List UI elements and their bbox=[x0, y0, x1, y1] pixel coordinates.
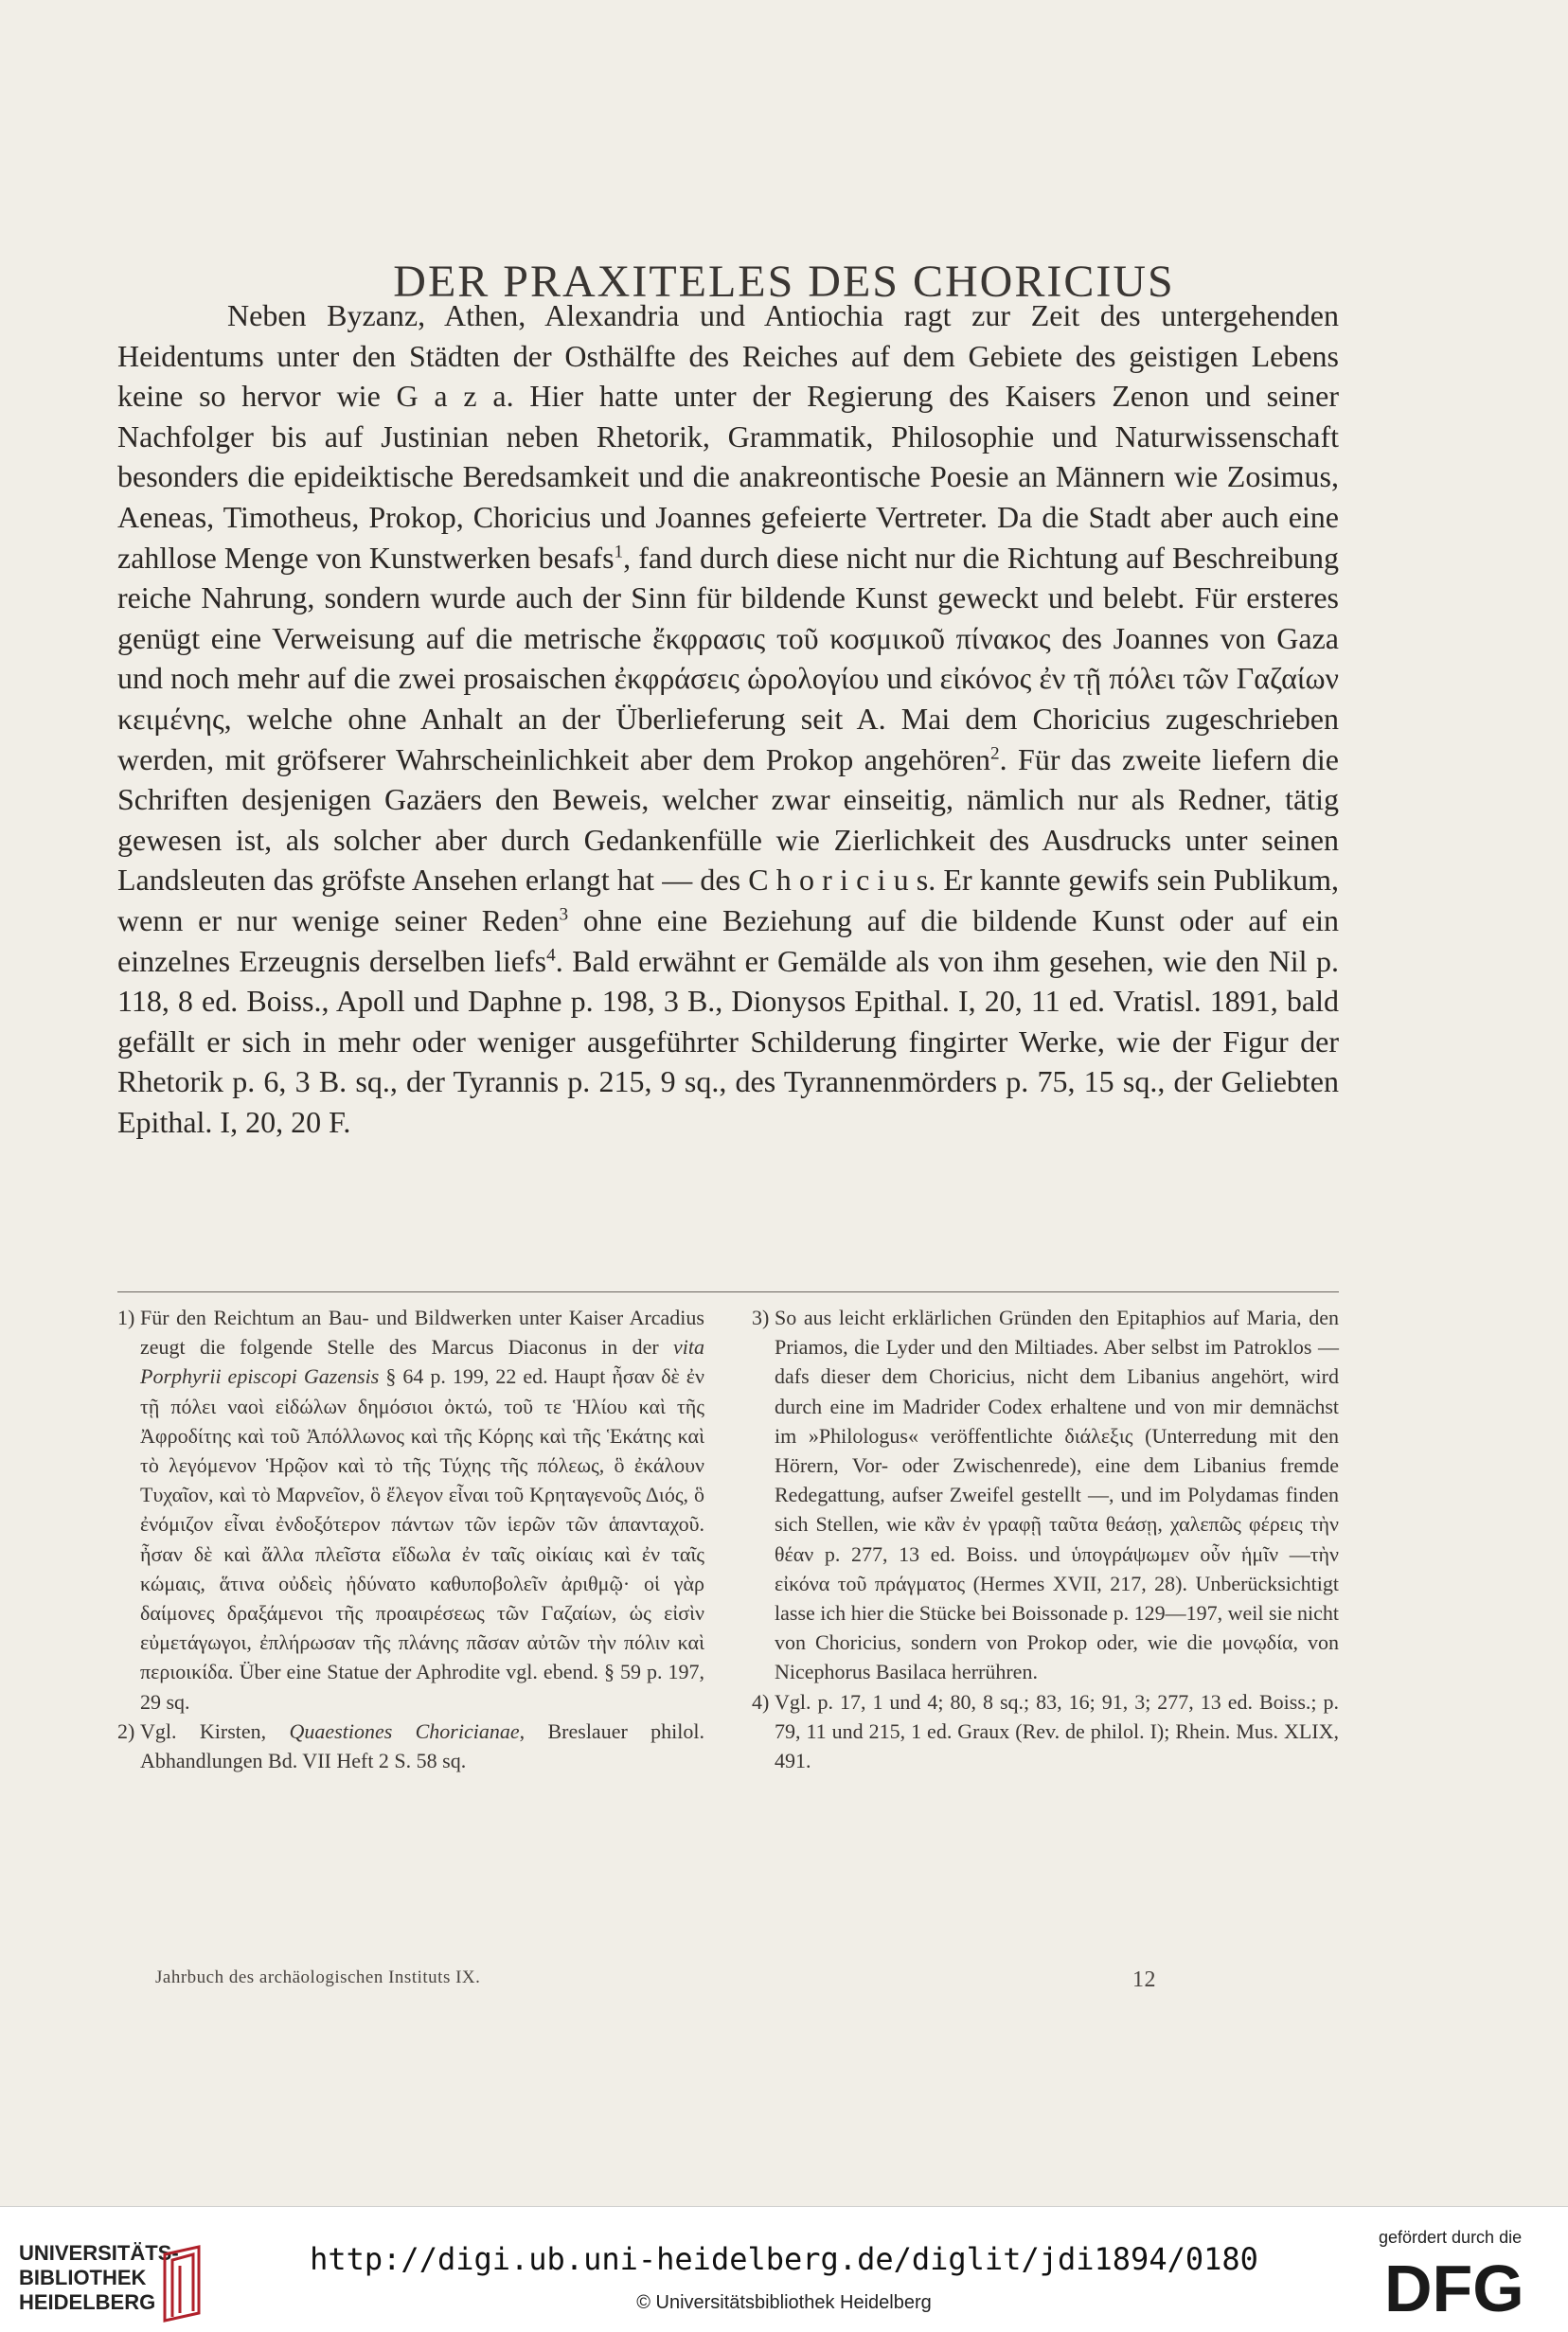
library-name-line: UNIVERSITÄTS- bbox=[19, 2241, 179, 2265]
footnote-mark: 1) bbox=[117, 1306, 135, 1329]
footnote-1 bbox=[117, 1303, 704, 1717]
footnote-4 bbox=[752, 1687, 1339, 1776]
footnotes-left-column bbox=[117, 1303, 704, 1775]
footnote-mark: 4) bbox=[752, 1689, 770, 1714]
running-foot-signature: 12 bbox=[1132, 1967, 1156, 1992]
footnote-divider bbox=[117, 1291, 1339, 1292]
footnote-text: Vgl. p. 17, 1 und 4; 80, 8 sq.; 83, 16; 91, 3; 277, 13 ed. Boiss.; p. 79, 11 und 215, 1 ed. Graux (Rev. de philol. I); Rhein. Mus. XLIX, 491. bbox=[775, 1689, 1339, 1773]
article-title: DER PRAXITELES DES CHORICIUS bbox=[393, 257, 1175, 308]
footnote-text: Vgl. Kirsten, Quaestiones Choricianae, Breslauer philol. Abhandlungen Bd. VII Heft 2 S. 58 sq. bbox=[140, 1718, 704, 1773]
library-name-line: HEIDELBERG bbox=[19, 2290, 156, 2314]
footnotes-right-column bbox=[752, 1303, 1339, 1775]
footnote-text: So aus leicht erklärlichen Gründen den Epitaphios auf Maria, den Priamos, die Lyder und den Miltiades. Aber selbst im Patroklos — dafs dieser dem Choricius, nicht dem Libanius angehört, wird durch eine im Madrider Codex erhaltene und von mir demnächst im »Philologus« veröffentlichte διάλεξις (Unterredung mit den Hörern, Vor- oder Zwischenrede), eine dem Libanius fremde Redegattung, aufser Zweifel gestellt —, und im Polydamas finden sich Stellen, wie κἂν ἐν γραφῇ ταῦτα θεάσῃ, χαλεπῶς φέρεις τὴν θέαν p. 277, 13 ed. Boiss. und ὑπογράψωμεν οὖν ἡμῖν —τὴν εἰκόνα τοῦ πράγματος (Hermes XVII, 217, 28). Unberücksichtigt lasse ich hier die Stücke bei Boissonade p. 129—197, weil sie nicht von Choricius, sondern von Prokop oder, wie die μονῳδία, von Nicephorus Basilaca herrühren. bbox=[775, 1306, 1339, 1684]
library-name-line: BIBLIOTHEK bbox=[19, 2266, 147, 2289]
digitization-footer bbox=[0, 2206, 1568, 2332]
running-foot-journal: Jahrbuch des archäologischen Instituts IX. bbox=[155, 1967, 481, 1987]
permalink-url[interactable]: http://digi.ub.uni-heidelberg.de/diglit/jdi1894/0180 bbox=[310, 2241, 1258, 2277]
footnote-mark: 2) bbox=[117, 1718, 135, 1743]
dfg-logo-icon bbox=[1382, 2256, 1543, 2317]
funding-caption: gefördert durch die bbox=[1379, 2228, 1523, 2247]
dfg-logo-text: DFG bbox=[1384, 2256, 1524, 2317]
footnote-text: Für den Reichtum an Bau- und Bildwerken unter Kaiser Arcadius zeugt die folgende Stelle des Marcus Diaconus in der vita Porphyrii episcopi Gazensis § 64 p. 199, 22 ed. Haupt ἦσαν δὲ ἐν τῇ πόλει ναοὶ εἰδώλων δημόσιοι ὀκτώ, τοῦ τε Ἡλίου καὶ τῆς Ἀφροδίτης καὶ τοῦ Ἀπόλλωνος καὶ τῆς Κόρης καὶ τῆς Ἑκάτης καὶ τὸ λεγόμενον Ἡρῷον καὶ τὸ τῆς Τύχης τῆς πόλεως, ὃ ἐκάλουν Τυχαῖον, καὶ τὸ Μαρνεῖον, ὃ ἔλεγον εἶναι τοῦ Κρηταγενοῦς Διός, ὃ ἐνόμιζον εἶναι ἐνδοξότερον πάντων τῶν ἱερῶν τῶν ἁπανταχοῦ. ἦσαν δὲ καὶ ἄλλα πλεῖστα εἴδωλα ἐν ταῖς οἰκίαις καὶ ἐν ταῖς κώμαις, ἅτινα οὐδεὶς ἠδύνατο καθυποβολεῖν ἀριθμῷ· οἱ γὰρ δαίμονες δραξάμενοι τῆς προαιρέσεως τῶν Γαζαίων, ὡς εἰσὶν εὐμετάγωγοι, ἐπλήρωσαν τῆς πλάνης πᾶσαν αὐτῶν τὴν πόλιν καὶ περιοικίδα. Über eine Statue der Aphrodite vgl. ebend. § 59 p. 197, 29 sq. bbox=[140, 1306, 704, 1714]
copyright-notice: © Universitätsbibliothek Heidelberg bbox=[636, 2292, 932, 2313]
footnote-mark: 3) bbox=[752, 1306, 770, 1329]
body-paragraph: Neben Byzanz, Athen, Alexandria und Antiochia ragt zur Zeit des untergehenden Heidentums unter den Städten der Osthälfte des Reiches auf dem Gebiete des geistigen Lebens keine so hervor wie G a z a. Hier hatte unter der Regierung des Kaisers Zenon und seiner Nachfolger bis auf Justinian neben Rhetorik, Grammatik, Philosophie und Naturwissenschaft besonders die epideiktische Beredsamkeit und die anakreontische Poesie an Männern wie Zosimus, Aeneas, Timotheus, Prokop, Choricius und Joannes gefeierte Vertreter. Da die Stadt aber auch eine zahllose Menge von Kunstwerken besafs$^1$, fand durch diese nicht nur die Richtung auf Beschreibung reiche Nahrung, sondern wurde auch der Sinn für bildende Kunst geweckt und belebt. Für ersteres genügt eine Verweisung auf die metrische ἔκφρασις τοῦ κοσμικοῦ πίνακος des Joannes von Gaza und noch mehr auf die zwei prosaischen ἐκφράσεις ὡρολογίου und εἰκόνος ἐν τῇ πόλει τῶν Γαζαίων κειμένης, welche ohne Anhalt an der Überlieferung seit A. Mai dem Choricius zugeschrieben werden, mit gröfserer Wahrscheinlichkeit aber dem Prokop angehören$^2$. Für das zweite liefern die Schriften desjenigen Gazäers den Beweis, welcher zwar einseitig, nämlich nur als Redner, tätig gewesen ist, als solcher aber durch Gedankenfülle wie Zierlichkeit des Ausdrucks unter seinen Landsleuten das gröfste Ansehen erlangt hat — des C h o r i c i u s. Er kannte gewifs sein Publikum, wenn er nur wenige seiner Reden$^3$ ohne eine Beziehung auf die bildende Kunst oder auf ein einzelnes Erzeugnis derselben liefs$^4$. Bald erwähnt er Gemälde als von ihm gesehen, wie den Nil p. 118, 8 ed. Boiss., Apoll und Daphne p. 198, 3 B., Dionysos Epithal. I, 20, 11 ed. Vratisl. 1891, bald gefällt er sich in mehr oder weniger ausgeführter Schilderung fingirter Werke, wie der Figur der Rhetorik p. 6, 3 B. sq., der Tyrannis p. 215, 9 sq., des Tyrannenmörders p. 75, 15 sq., der Geliebten Epithal. I, 20, 20 F. bbox=[117, 298, 1340, 1139]
footnote-2 bbox=[117, 1717, 704, 1775]
footnote-3 bbox=[752, 1303, 1339, 1687]
article-body bbox=[117, 295, 1339, 1142]
